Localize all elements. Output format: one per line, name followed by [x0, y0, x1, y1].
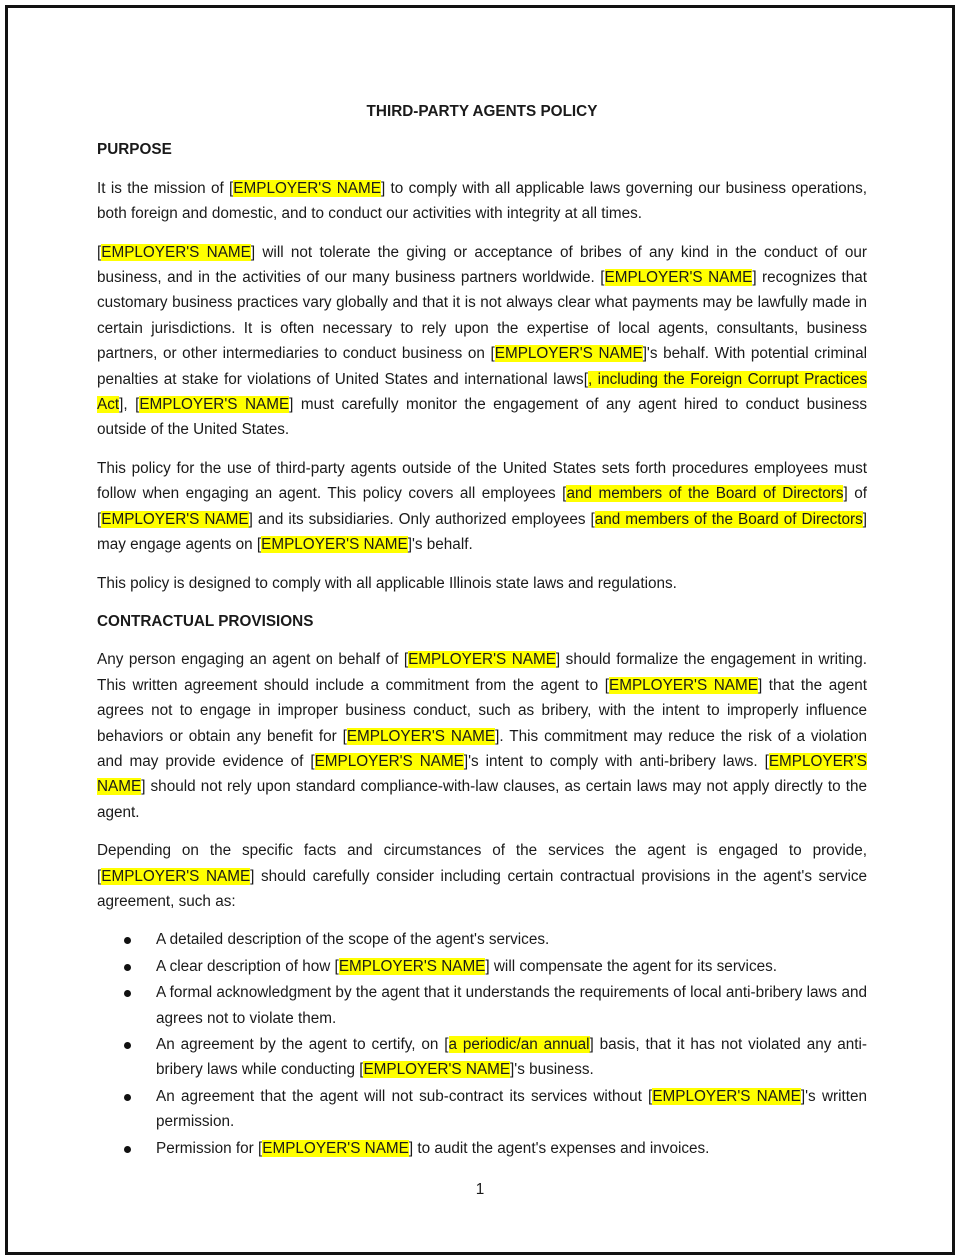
text-run: ]'s behalf. [407, 536, 473, 554]
text-run: ] to audit the agent's expenses and invoices. [408, 1139, 710, 1157]
paragraph [97, 240, 867, 443]
text-run: ] may engage agents on [ [97, 510, 867, 554]
text-run: ] should formalize the engagement in writing. This written agreement should include a commitment from the agent to [ [97, 651, 867, 694]
text-run: ] will compensate the agent for its services. [485, 957, 778, 975]
text-run: ] should carefully consider including certain contractual provisions in the agent's service agreement, such as: [97, 867, 867, 910]
list-item [97, 954, 867, 979]
text-run: [ [97, 243, 102, 261]
placeholder-highlight: EMPLOYER'S NAME [314, 752, 464, 770]
placeholder-highlight: EMPLOYER'S NAME [604, 269, 753, 287]
bullet-dot-icon [124, 937, 131, 944]
placeholder-highlight: EMPLOYER'S NAME [609, 676, 758, 694]
section-heading: CONTRACTUAL PROVISIONS [97, 612, 314, 630]
list-item [97, 1136, 867, 1161]
paragraph [97, 176, 867, 227]
bullet-dot-icon [124, 964, 131, 971]
text-run: Permission for [ [156, 1139, 263, 1157]
placeholder-highlight: EMPLOYER'S NAME [233, 179, 381, 197]
bullet-dot-icon [124, 990, 131, 997]
text-run: An agreement by the agent to certify, on [ [156, 1036, 449, 1053]
placeholder-highlight: EMPLOYER'S NAME [101, 243, 251, 261]
text-run: ] and its subsidiaries. Only authorized employees [ [248, 510, 595, 528]
document-body [97, 99, 867, 1171]
placeholder-highlight: EMPLOYER'S NAME [346, 727, 496, 745]
list-item [97, 1084, 867, 1135]
text-run: Depending on the specific facts and circumstances of the services the agent is engaged to provide, [ [97, 842, 867, 885]
text-run: ]'s business. [510, 1061, 594, 1079]
paragraph [97, 647, 867, 825]
text-run: ]'s intent to comply with anti-bribery laws. [ [463, 752, 769, 770]
placeholder-highlight: EMPLOYER'S NAME [494, 345, 643, 363]
placeholder-highlight: EMPLOYER'S NAME [338, 957, 486, 975]
text-run: ]'s written permission. [156, 1087, 868, 1131]
placeholder-highlight: EMPLOYER'S NAME [139, 396, 290, 414]
text-run: ] will not tolerate the giving or acceptance of bribes of any kind in the conduct of our business, and in the activities of our many business partners worldwide. [ [97, 243, 867, 287]
document-page [5, 5, 955, 1255]
text-run: A detailed description of the scope of the agent's services. [156, 931, 550, 949]
text-run: ] that the agent agrees not to engage in improper business conduct, such as bribery, with the intent to improperly influence behaviors or obtain any benefit for [ [97, 676, 867, 745]
placeholder-highlight: and members of the Board of Directors [566, 485, 844, 503]
text-run: A formal acknowledgment by the agent that it understands the requirements of local anti-bribery laws and agrees not to violate them. [156, 984, 867, 1027]
placeholder-highlight: EMPLOYER'S NAME [408, 651, 556, 669]
bullet-list [97, 927, 867, 1161]
placeholder-highlight: , including the Foreign Corrupt Practices Act [97, 370, 867, 414]
section-heading: PURPOSE [97, 141, 172, 159]
placeholder-highlight: and members of the Board of Directors [594, 510, 863, 528]
list-item [97, 927, 867, 952]
page-number: 1 [475, 1181, 485, 1198]
text-run: ] should not rely upon standard compliance-with-law clauses, as certain laws may not apply directly to the agent. [97, 778, 867, 821]
text-run: [ [229, 179, 234, 197]
document-sections [97, 137, 867, 1161]
text-run: ] recognizes that customary business practices vary globally and that it is not always clear what payments may be lawfully made in certain jurisdictions. It is often necessary to rely upon the expertise of local agents, consultants, business partners, or other intermediaries to conduct business on [ [97, 269, 868, 363]
text-run: ], [ [119, 396, 140, 414]
bullet-dot-icon [124, 1146, 131, 1153]
list-item [97, 980, 867, 1031]
text-run: ] to comply with all applicable laws governing our business operations, both foreign and domestic, and to conduct our activities with integrity at all times. [97, 179, 868, 223]
placeholder-highlight: EMPLOYER'S NAME [262, 1139, 409, 1157]
text-run: ] of [ [97, 485, 867, 528]
placeholder-highlight: EMPLOYER'S NAME [97, 752, 867, 796]
text-run: ] basis, that it has not violated any anti-bribery laws while conducting [ [156, 1036, 867, 1079]
bullet-dot-icon [124, 1042, 131, 1049]
text-run: This policy for the use of third-party agents outside of the United States sets forth procedures employees must follow when engaging an agent. This policy covers all employees [ [97, 459, 867, 503]
placeholder-highlight: EMPLOYER'S NAME [261, 536, 408, 554]
paragraph [97, 838, 867, 914]
text-run: ]. This commitment may reduce the risk of a violation and may provide evidence of [ [97, 727, 867, 770]
text-run: A clear description of how [ [156, 957, 339, 975]
placeholder-highlight: EMPLOYER'S NAME [101, 867, 251, 885]
placeholder-highlight: a periodic/an annual [448, 1036, 590, 1053]
text-run: It is the mission of [97, 179, 230, 197]
bullet-dot-icon [124, 1094, 131, 1101]
placeholder-highlight: EMPLOYER'S NAME [101, 510, 249, 528]
list-item [97, 1032, 867, 1083]
paragraph [97, 456, 867, 558]
text-run: This policy is designed to comply with all applicable Illinois state laws and regulations. [97, 574, 677, 592]
document-title: THIRD-PARTY AGENTS POLICY [366, 103, 598, 120]
text-run: ]'s behalf. With potential criminal penalties at stake for violations of United States and international laws[ [97, 345, 867, 388]
text-run: Any person engaging an agent on behalf of [ [97, 651, 409, 669]
paragraph [97, 571, 867, 596]
text-run: ] must carefully monitor the engagement of any agent hired to conduct business outside of the United States. [97, 396, 868, 439]
placeholder-highlight: EMPLOYER'S NAME [652, 1087, 801, 1105]
placeholder-highlight: EMPLOYER'S NAME [363, 1061, 511, 1079]
text-run: An agreement that the agent will not sub-contract its services without [ [156, 1087, 653, 1105]
